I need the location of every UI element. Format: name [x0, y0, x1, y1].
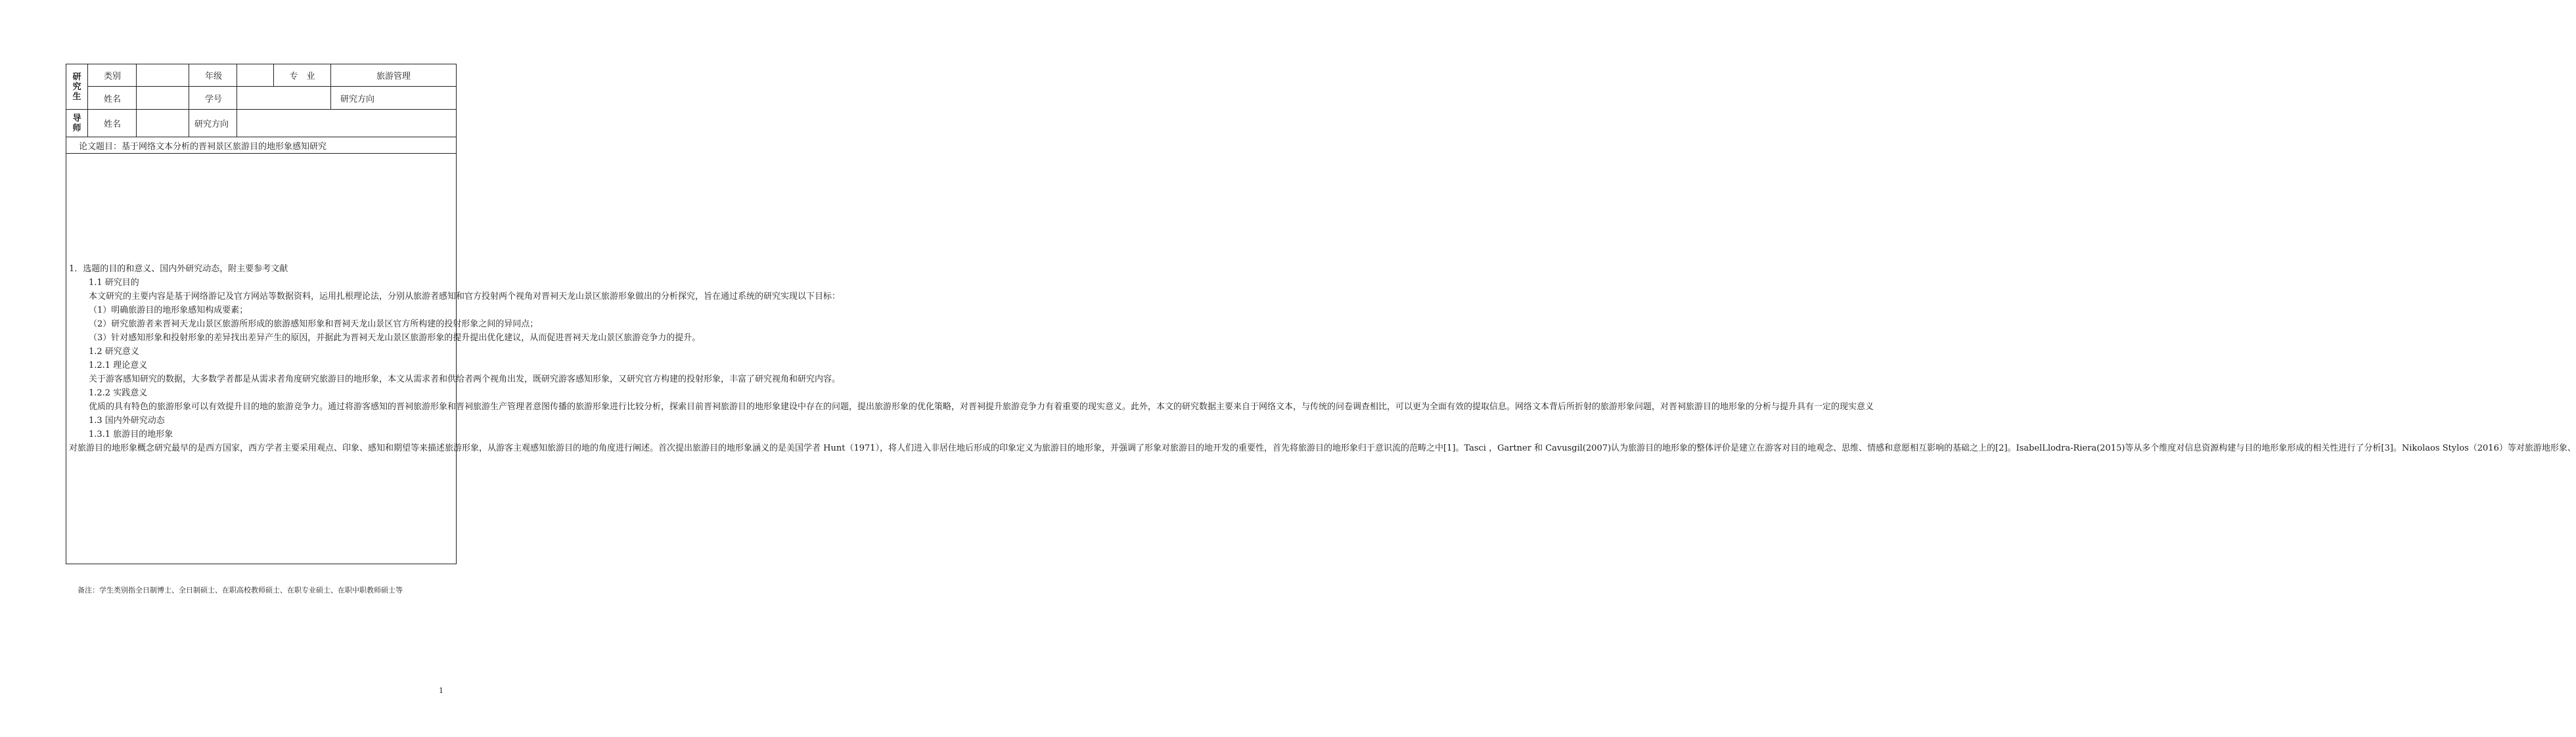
advisor-name-label: 姓名 — [88, 110, 137, 137]
advisor-direction-cell[interactable] — [237, 110, 457, 137]
form-row-student-2 — [66, 87, 457, 110]
grade-label: 年级 — [189, 64, 237, 87]
goal-2: （2）研究旅游者来晋祠天龙山景区旅游所形成的旅游感知形象和晋祠天龙山景区官方所构建的投射形象之间的异同点； — [89, 319, 539, 329]
major-value[interactable]: 旅游管理 — [331, 64, 457, 87]
section-1-2-2-paragraph: 优质的具有特色的旅游形象可以有效提升目的地的旅游竞争力。通过将游客感知的晋祠旅游形象和晋祠旅游生产管理者意图传播的旅游形象进行比较分析，探索目前晋祠旅游目的地形象建设中存在的问题，提出旅游形象的优化策略，对晋祠提升旅游竞争力有着重要的现实意义。此外，本文的研究数据主要来自于网络文本，与传统的问卷调查相比，可以更为全面有效的提取信息。网络文本背后所折射的旅游形象问题，对晋祠旅游目的地形象的分析与提升具有一定的现实意义 — [89, 402, 1874, 412]
section-1-3-1-heading: 1.3.1 旅游目的地形象 — [89, 430, 173, 439]
footnote: 备注：学生类别指全日制博士、全日制硕士、在职高校教师硕士、在职专业硕士、在职中职教师硕士等 — [78, 586, 403, 594]
type-value-cell[interactable] — [137, 64, 189, 87]
grade-value-cell[interactable] — [237, 64, 274, 87]
advisor-direction-label: 研究方向 — [189, 110, 237, 137]
section-1-2-1-heading: 1.2.1 理论意义 — [89, 361, 148, 370]
proposal-body — [66, 154, 2576, 564]
student-name-label: 姓名 — [88, 87, 137, 110]
type-label: 类别 — [88, 64, 137, 87]
section-1-3-1-paragraph: 对旅游目的地形象概念研究最早的是西方国家，西方学者主要采用观点、印象、感知和期望等来描述旅游形象，从游客主观感知旅游目的地的角度进行阐述。首次提出旅游目的地形象涵义的是美国学者 Hunt（1971），将人们进入非居住地后形成的印象定义为旅游目的地形象，并强调了形象对旅游目的地开发的重要性，首先将旅游目的地形象归于意识流的范畴之中[1]。Tasci ，Gartner 和 Cavusgil(2007)认为旅游目的地形象的整体评价是建立在游客对目的地观念、思维、情感和意愿相互影响的基础之上的[2]。IsabelLlodra-Riera(2015)等从多个维度对信息资源构建与目的地形象形成的相关性进行了分析[3]。Nikolaos Stylos（2016）等对旅游地形象、 — [69, 443, 2576, 453]
student-id-cell[interactable] — [237, 87, 331, 110]
student-name-cell[interactable] — [137, 87, 189, 110]
form-row-student-1 — [66, 64, 457, 87]
major-label: 专 业 — [274, 64, 331, 87]
advisor-name-cell[interactable] — [137, 110, 189, 137]
thesis-title: 论文题目：基于网络文本分析的晋祠景区旅游目的地形象感知研究 — [66, 137, 457, 154]
section-1-2-1-paragraph: 关于游客感知研究的数据，大多数学者都是从需求者角度研究旅游目的地形象，本文从需求者和供给者两个视角出发，既研究游客感知形象，又研究官方构建的投射形象，丰富了研究视角和研究内容。 — [89, 374, 841, 384]
form-row-body — [66, 154, 457, 564]
proposal-form-table — [66, 64, 2576, 564]
student-label: 研 究 生 — [66, 64, 88, 110]
section-1-2-2-heading: 1.2.2 实践意义 — [89, 388, 148, 398]
section-1-1-paragraph: 本文研究的主要内容是基于网络游记及官方网站等数据资料，运用扎根理论法，分别从旅游者感知和官方投射两个视角对晋祠天龙山景区旅游形象做出的分析探究，旨在通过系统的研究实现以下目标： — [89, 292, 841, 302]
advisor-label: 导 师 — [66, 110, 88, 137]
page-number: 1 — [439, 686, 443, 695]
section-1-1-heading: 1.1 研究目的 — [89, 278, 139, 288]
form-row-advisor — [66, 110, 457, 137]
form-row-title — [66, 137, 457, 154]
section-1-2-heading: 1.2 研究意义 — [89, 347, 139, 357]
section1-heading: 1．选题的目的和意义、国内外研究动态，附主要参考文献 — [69, 264, 288, 274]
student-id-label: 学号 — [189, 87, 237, 110]
goal-1: （1）明确旅游目的地形象感知构成要素； — [89, 305, 248, 315]
goal-3: （3）针对感知形象和投射形象的差异找出差异产生的原因，并据此为晋祠天龙山景区旅游形象的提升提出优化建议，从而促进晋祠天龙山景区旅游竞争力的提升。 — [89, 333, 701, 343]
section-1-3-heading: 1.3 国内外研究动态 — [89, 416, 165, 426]
student-direction-label: 研究方向 — [331, 87, 457, 110]
